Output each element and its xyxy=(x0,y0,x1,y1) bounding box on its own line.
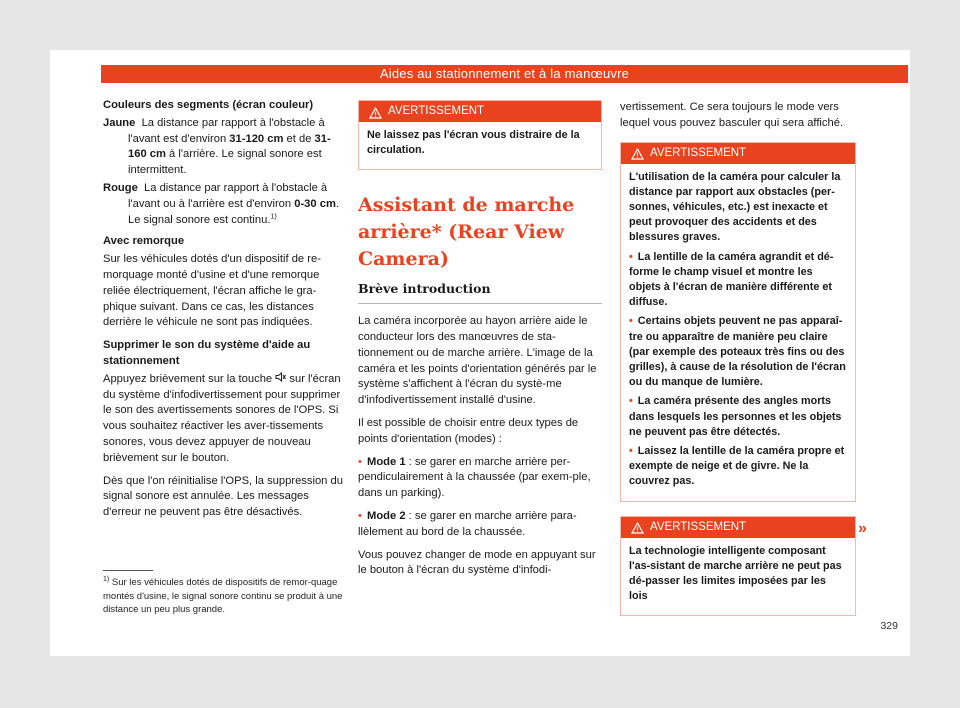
jaune-text-b: et de xyxy=(283,132,315,145)
warning-label: AVERTISSEMENT xyxy=(650,146,747,159)
warning-bullet xyxy=(629,394,847,440)
sound-text-b: sur l'écran du système d'infodivertissement pour supprimer le son des avertissements sonores de l'OPS. Si vous souhaitez réactiver les aver-tissements sonores, vous devez appuyer de nouveau brièvement sur le bouton. xyxy=(103,372,341,464)
footnote-mark: 1) xyxy=(103,575,110,583)
warning-bullet-text: La caméra présente des angles morts dans lesquels les personnes et les objets ne peuvent pas être détectés. xyxy=(629,395,842,438)
warning-bullet xyxy=(629,314,847,390)
warning-header xyxy=(621,517,855,538)
change-mode-text: Vous pouvez changer de mode en appuyant sur le bouton à l'écran du système d'infodi- xyxy=(358,548,596,577)
rouge-label: Rouge xyxy=(103,181,138,194)
bullet-icon: • xyxy=(629,315,633,328)
warning-triangle-icon xyxy=(369,106,382,118)
warning-bullet-text: Certains objets peuvent ne pas apparaî-tre ou apparaître de manière peu claire (par exemple des poteaux très fins ou des grilles), à cause de la résolution de l'écran ou du manque de lumière. xyxy=(629,315,846,389)
column-middle xyxy=(358,100,602,586)
section-subtitle: Brève introduction xyxy=(358,281,602,304)
page xyxy=(50,50,910,656)
mode2-label: Mode 2 xyxy=(367,509,406,522)
warning-box-distraction xyxy=(358,100,602,170)
warning-triangle-icon xyxy=(631,521,644,533)
column-right xyxy=(620,100,856,625)
rouge-text-b: . Le signal sonore est continu. xyxy=(128,197,340,226)
remorque-text: Sur les véhicules dotés d'un dispositif de re-morquage monté d'usine et d'une remorque reliée électriquement, l'écran affiche le gra-phique suivant. Dans ce cas, les distances derrière le véhicule ne sont pas indiquées. xyxy=(103,253,321,329)
mode1-label: Mode 1 xyxy=(367,455,406,468)
jaune-entry xyxy=(103,116,343,179)
footnote-ref[interactable]: 1) xyxy=(270,212,277,220)
warning-text: La technologie intelligente composant l'as-sistant de marche arrière ne peut pas dé-passer les limites imposées par les lois xyxy=(629,544,842,603)
bullet-icon: • xyxy=(629,445,633,458)
warning-text: L'utilisation de la caméra pour calculer la distance par rapport aux obstacles (per-sonnes, véhicules, etc.) est inexacte et peut provoquer des accidents et des blessures graves. xyxy=(629,170,841,244)
warning-bullet-text: Laissez la lentille de la caméra propre et exempte de neige et de givre. Ne la couvrez pas. xyxy=(629,445,845,488)
bullet-icon: • xyxy=(629,250,633,263)
warning-triangle-icon xyxy=(631,147,644,159)
jaune-label: Jaune xyxy=(103,116,136,129)
warning-box-technology xyxy=(620,516,856,617)
modes-intro: Il est possible de choisir entre deux types de points d'orientation (modes) : xyxy=(358,416,579,445)
rouge-distance: 0-30 cm xyxy=(294,197,336,210)
warning-text: Ne laissez pas l'écran vous distraire de la circulation. xyxy=(367,129,580,157)
continued-arrow-icon: » xyxy=(858,520,867,537)
page-header: Aides au stationnement et à la manœuvre xyxy=(101,65,908,83)
footnote-text: Sur les véhicules dotés de dispositifs de remor-quage montés d'usine, le signal sonore continu se produit à une distance un peu plus grande. xyxy=(103,577,343,615)
column-left xyxy=(103,98,343,528)
jaune-distance-rear: 31-160 cm xyxy=(128,132,331,161)
jaune-distance-front: 31-120 cm xyxy=(229,132,284,145)
mode1-item xyxy=(358,455,602,502)
mute-icon xyxy=(275,373,286,385)
intro-text: La caméra incorporée au hayon arrière aide le conducteur lors des manœuvres de sta-tionnement ou de marche arrière. L'image de la caméra et les points d'orientation générés par le système s'affichent à l'écran du systè-me d'infodivertissement installé d'usine. xyxy=(358,315,597,407)
section-title: Assistant de marche arrière* (Rear View Camera) xyxy=(358,194,575,271)
remorque-heading: Avec remorque xyxy=(103,235,185,248)
warning-header xyxy=(359,101,601,122)
sound-heading: Supprimer le son du système d'aide au stationnement xyxy=(103,339,311,367)
warning-box-camera xyxy=(620,142,856,502)
bullet-icon: • xyxy=(358,509,362,522)
jaune-text-a: La distance par rapport à l'obstacle à l'avant est d'environ xyxy=(128,116,325,145)
segment-colors-heading: Couleurs des segments (écran couleur) xyxy=(103,99,314,111)
rouge-text-a: La distance par rapport à l'obstacle à l'avant ou à l'arrière est d'environ xyxy=(128,181,328,210)
sound-text-a: Appuyez brièvement sur la touche xyxy=(103,372,276,385)
bullet-icon: • xyxy=(629,395,633,408)
warning-bullet xyxy=(629,444,847,490)
rouge-entry xyxy=(103,181,343,228)
warning-bullet xyxy=(629,250,847,311)
footnote xyxy=(103,576,345,617)
warning-bullet-text: La lentille de la caméra agrandit et dé-forme le champ visuel et montre les objets à l'écran de manière différente et diffuse. xyxy=(629,250,834,309)
mode2-text: : se garer en marche arrière para-llèlement au bord de la chaussée. xyxy=(358,509,577,538)
warning-header xyxy=(621,143,855,164)
sound-text xyxy=(103,372,343,467)
footnote-divider xyxy=(103,570,153,571)
reinit-text: Dès que l'on réinitialise l'OPS, la suppression du signal sonore est annulée. Les messages d'erreur ne peuvent pas être désactivés. xyxy=(103,474,343,519)
mode1-text: : se garer en marche arrière per-pendiculairement à la chaussée (par exem-ple, dans un parking). xyxy=(358,455,591,500)
jaune-text-c: à l'arrière. Le signal sonore est intermittent. xyxy=(128,148,322,177)
page-number: 329 xyxy=(880,620,898,632)
warning-label: AVERTISSEMENT xyxy=(650,520,747,533)
warning-label: AVERTISSEMENT xyxy=(388,105,485,117)
continued-text: vertissement. Ce sera toujours le mode vers lequel vous pouvez basculer qui sera affiché. xyxy=(620,101,844,129)
mode2-item xyxy=(358,509,602,541)
bullet-icon: • xyxy=(358,455,362,468)
